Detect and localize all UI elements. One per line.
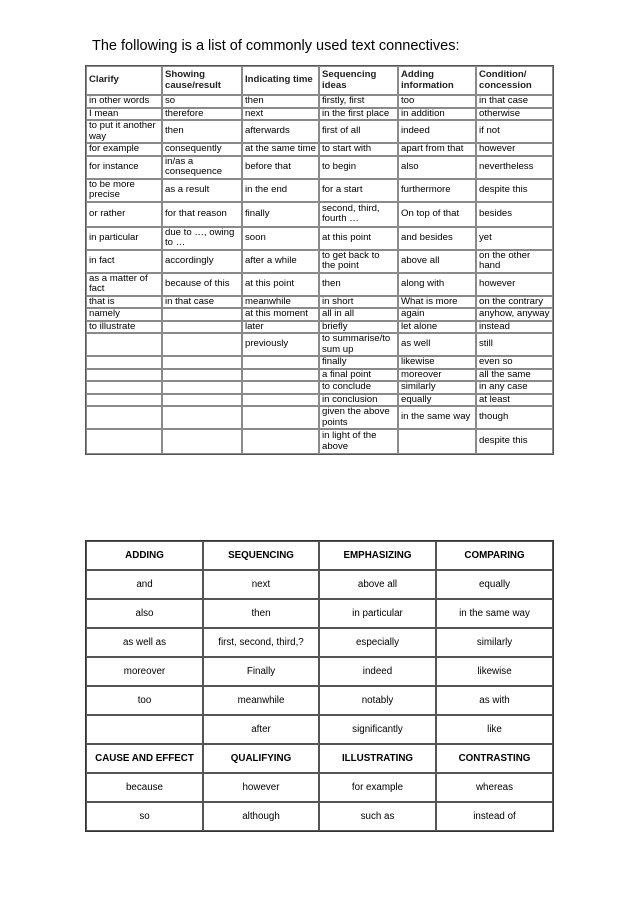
table-cell: similarly: [398, 381, 476, 394]
table-cell: besides: [476, 202, 553, 227]
table-cell: after a while: [242, 250, 319, 273]
column-header: Condition/ concession: [476, 66, 553, 95]
table-row: [86, 356, 553, 369]
table-cell: to start with: [319, 143, 398, 156]
table-cell: consequently: [162, 143, 242, 156]
table-cell: [86, 715, 203, 744]
table-cell: [242, 406, 319, 429]
table-cell: furthermore: [398, 179, 476, 202]
table-cell: in/as a consequence: [162, 156, 242, 179]
table-cell: on the contrary: [476, 296, 553, 309]
table-cell: again: [398, 308, 476, 321]
table-cell: [162, 308, 242, 321]
table-row: [86, 273, 553, 296]
table-cell: [86, 333, 162, 356]
table-row: [86, 179, 553, 202]
table-cell: moreover: [86, 657, 203, 686]
table-cell: in fact: [86, 250, 162, 273]
table-cell: too: [398, 95, 476, 108]
table-cell: anyhow, anyway: [476, 308, 553, 321]
table-cell: or rather: [86, 202, 162, 227]
table-cell: even so: [476, 356, 553, 369]
table-row: [86, 120, 553, 143]
column-header: Clarify: [86, 66, 162, 95]
table-cell: finally: [242, 202, 319, 227]
table-cell: however: [476, 273, 553, 296]
table-cell: [86, 356, 162, 369]
column-header: Adding information: [398, 66, 476, 95]
table-cell: [86, 369, 162, 382]
table-cell: at this point: [242, 273, 319, 296]
table-cell: above all: [319, 570, 436, 599]
connectives-table: [85, 65, 554, 455]
table-cell: [86, 394, 162, 407]
table-cell: meanwhile: [242, 296, 319, 309]
table-cell: next: [203, 570, 319, 599]
table-cell: at least: [476, 394, 553, 407]
table-cell: although: [203, 802, 319, 831]
table-cell: [162, 394, 242, 407]
table-row: [86, 599, 553, 628]
connectives-category-table: [85, 540, 554, 832]
table-cell: because of this: [162, 273, 242, 296]
table-cell: as well as: [86, 628, 203, 657]
table-cell: notably: [319, 686, 436, 715]
table-cell: however: [476, 143, 553, 156]
table-cell: likewise: [398, 356, 476, 369]
table-cell: if not: [476, 120, 553, 143]
table-cell: due to …, owing to …: [162, 227, 242, 250]
table-cell: namely: [86, 308, 162, 321]
table-cell: at this moment: [242, 308, 319, 321]
table-cell: [162, 333, 242, 356]
table-cell: all in all: [319, 308, 398, 321]
table-cell: [242, 356, 319, 369]
table-cell: [162, 381, 242, 394]
table-cell: On top of that: [398, 202, 476, 227]
table-cell: [86, 381, 162, 394]
table-cell: before that: [242, 156, 319, 179]
table-cell: at the same time: [242, 143, 319, 156]
table-row: [86, 381, 553, 394]
table-cell: [162, 356, 242, 369]
table-cell: then: [242, 95, 319, 108]
category-header: CONTRASTING: [436, 744, 553, 773]
table-cell: too: [86, 686, 203, 715]
column-header: Indicating time: [242, 66, 319, 95]
table-cell: so: [162, 95, 242, 108]
table-cell: to illustrate: [86, 321, 162, 334]
table-cell: let alone: [398, 321, 476, 334]
table-row: [86, 308, 553, 321]
table-cell: soon: [242, 227, 319, 250]
table-cell: in the same way: [398, 406, 476, 429]
table-row: [86, 657, 553, 686]
table-cell: whereas: [436, 773, 553, 802]
table-cell: [162, 406, 242, 429]
table-cell: to get back to the point: [319, 250, 398, 273]
table-cell: Finally: [203, 657, 319, 686]
column-header: Sequencing ideas: [319, 66, 398, 95]
table-row: [86, 802, 553, 831]
table-cell: for a start: [319, 179, 398, 202]
table-cell: equally: [436, 570, 553, 599]
table-cell: for example: [86, 143, 162, 156]
table-row: [86, 570, 553, 599]
table-cell: to be more precise: [86, 179, 162, 202]
table-cell: in the end: [242, 179, 319, 202]
table-row: [86, 628, 553, 657]
table-cell: especially: [319, 628, 436, 657]
table-cell: along with: [398, 273, 476, 296]
table-cell: to begin: [319, 156, 398, 179]
table-cell: [162, 429, 242, 454]
table-cell: also: [86, 599, 203, 628]
category-header: ADDING: [86, 541, 203, 570]
table-cell: likewise: [436, 657, 553, 686]
table-cell: previously: [242, 333, 319, 356]
table-cell: [242, 394, 319, 407]
table-cell: in the first place: [319, 108, 398, 121]
table-cell: similarly: [436, 628, 553, 657]
table-row: [86, 156, 553, 179]
table-cell: significantly: [319, 715, 436, 744]
table-cell: to conclude: [319, 381, 398, 394]
table-cell: next: [242, 108, 319, 121]
category-header: ILLUSTRATING: [319, 744, 436, 773]
table-row: [86, 429, 553, 454]
table-cell: second, third, fourth …: [319, 202, 398, 227]
table-row: [86, 686, 553, 715]
table-cell: as well: [398, 333, 476, 356]
table-cell: though: [476, 406, 553, 429]
table-cell: I mean: [86, 108, 162, 121]
table-cell: then: [162, 120, 242, 143]
table-cell: as a matter of fact: [86, 273, 162, 296]
table-cell: apart from that: [398, 143, 476, 156]
category-header-row: [86, 541, 553, 570]
table-cell: despite this: [476, 429, 553, 454]
table-cell: in light of the above: [319, 429, 398, 454]
table-cell: a final point: [319, 369, 398, 382]
table-cell: accordingly: [162, 250, 242, 273]
table-row: [86, 333, 553, 356]
table-cell: in conclusion: [319, 394, 398, 407]
table-row: [86, 202, 553, 227]
table-cell: [86, 429, 162, 454]
table-cell: for example: [319, 773, 436, 802]
category-header: COMPARING: [436, 541, 553, 570]
table-cell: at this point: [319, 227, 398, 250]
table-cell: given the above points: [319, 406, 398, 429]
table-cell: otherwise: [476, 108, 553, 121]
category-header: EMPHASIZING: [319, 541, 436, 570]
table-cell: and besides: [398, 227, 476, 250]
table-cell: therefore: [162, 108, 242, 121]
table-cell: in addition: [398, 108, 476, 121]
table-cell: nevertheless: [476, 156, 553, 179]
table-cell: moreover: [398, 369, 476, 382]
table-cell: equally: [398, 394, 476, 407]
table-cell: then: [203, 599, 319, 628]
table-cell: so: [86, 802, 203, 831]
table-row: [86, 394, 553, 407]
table-cell: meanwhile: [203, 686, 319, 715]
table-cell: [86, 406, 162, 429]
table-cell: all the same: [476, 369, 553, 382]
table-row: [86, 227, 553, 250]
table-cell: yet: [476, 227, 553, 250]
table-cell: despite this: [476, 179, 553, 202]
table-cell: first of all: [319, 120, 398, 143]
table-cell: indeed: [319, 657, 436, 686]
table-cell: in other words: [86, 95, 162, 108]
table-cell: [162, 321, 242, 334]
table-cell: later: [242, 321, 319, 334]
table-row: [86, 108, 553, 121]
table-row: [86, 321, 553, 334]
table-row: [86, 715, 553, 744]
table-row: [86, 250, 553, 273]
table-cell: [242, 429, 319, 454]
table-cell: instead: [476, 321, 553, 334]
table-cell: as a result: [162, 179, 242, 202]
table-cell: that is: [86, 296, 162, 309]
table-row: [86, 773, 553, 802]
table-cell: finally: [319, 356, 398, 369]
table-cell: because: [86, 773, 203, 802]
table-row: [86, 95, 553, 108]
table-cell: still: [476, 333, 553, 356]
table-cell: indeed: [398, 120, 476, 143]
table-row: [86, 406, 553, 429]
table-cell: briefly: [319, 321, 398, 334]
table-cell: to put it another way: [86, 120, 162, 143]
table-row: [86, 369, 553, 382]
table-cell: in the same way: [436, 599, 553, 628]
table-cell: to summarise/to sum up: [319, 333, 398, 356]
table-cell: then: [319, 273, 398, 296]
page-heading: The following is a list of commonly used text connectives:: [92, 38, 460, 54]
table-cell: in that case: [476, 95, 553, 108]
table-cell: for instance: [86, 156, 162, 179]
table-cell: in any case: [476, 381, 553, 394]
table-cell: in particular: [86, 227, 162, 250]
table-cell: [242, 369, 319, 382]
table-cell: [162, 369, 242, 382]
table-cell: in short: [319, 296, 398, 309]
category-header: CAUSE AND EFFECT: [86, 744, 203, 773]
table-row: [86, 143, 553, 156]
table-cell: as with: [436, 686, 553, 715]
table-cell: also: [398, 156, 476, 179]
table-cell: like: [436, 715, 553, 744]
table-cell: firstly, first: [319, 95, 398, 108]
table-cell: however: [203, 773, 319, 802]
table-cell: [398, 429, 476, 454]
table-cell: in that case: [162, 296, 242, 309]
table-header-row: [86, 66, 553, 95]
category-header-row: [86, 744, 553, 773]
category-header: SEQUENCING: [203, 541, 319, 570]
table-cell: after: [203, 715, 319, 744]
column-header: Showing cause/result: [162, 66, 242, 95]
table-cell: instead of: [436, 802, 553, 831]
table-cell: What is more: [398, 296, 476, 309]
table-cell: such as: [319, 802, 436, 831]
table-cell: and: [86, 570, 203, 599]
table-cell: on the other hand: [476, 250, 553, 273]
table-cell: for that reason: [162, 202, 242, 227]
table-cell: in particular: [319, 599, 436, 628]
table-cell: [242, 381, 319, 394]
table-row: [86, 296, 553, 309]
category-header: QUALIFYING: [203, 744, 319, 773]
table-cell: above all: [398, 250, 476, 273]
table-cell: afterwards: [242, 120, 319, 143]
table-cell: first, second, third,?: [203, 628, 319, 657]
